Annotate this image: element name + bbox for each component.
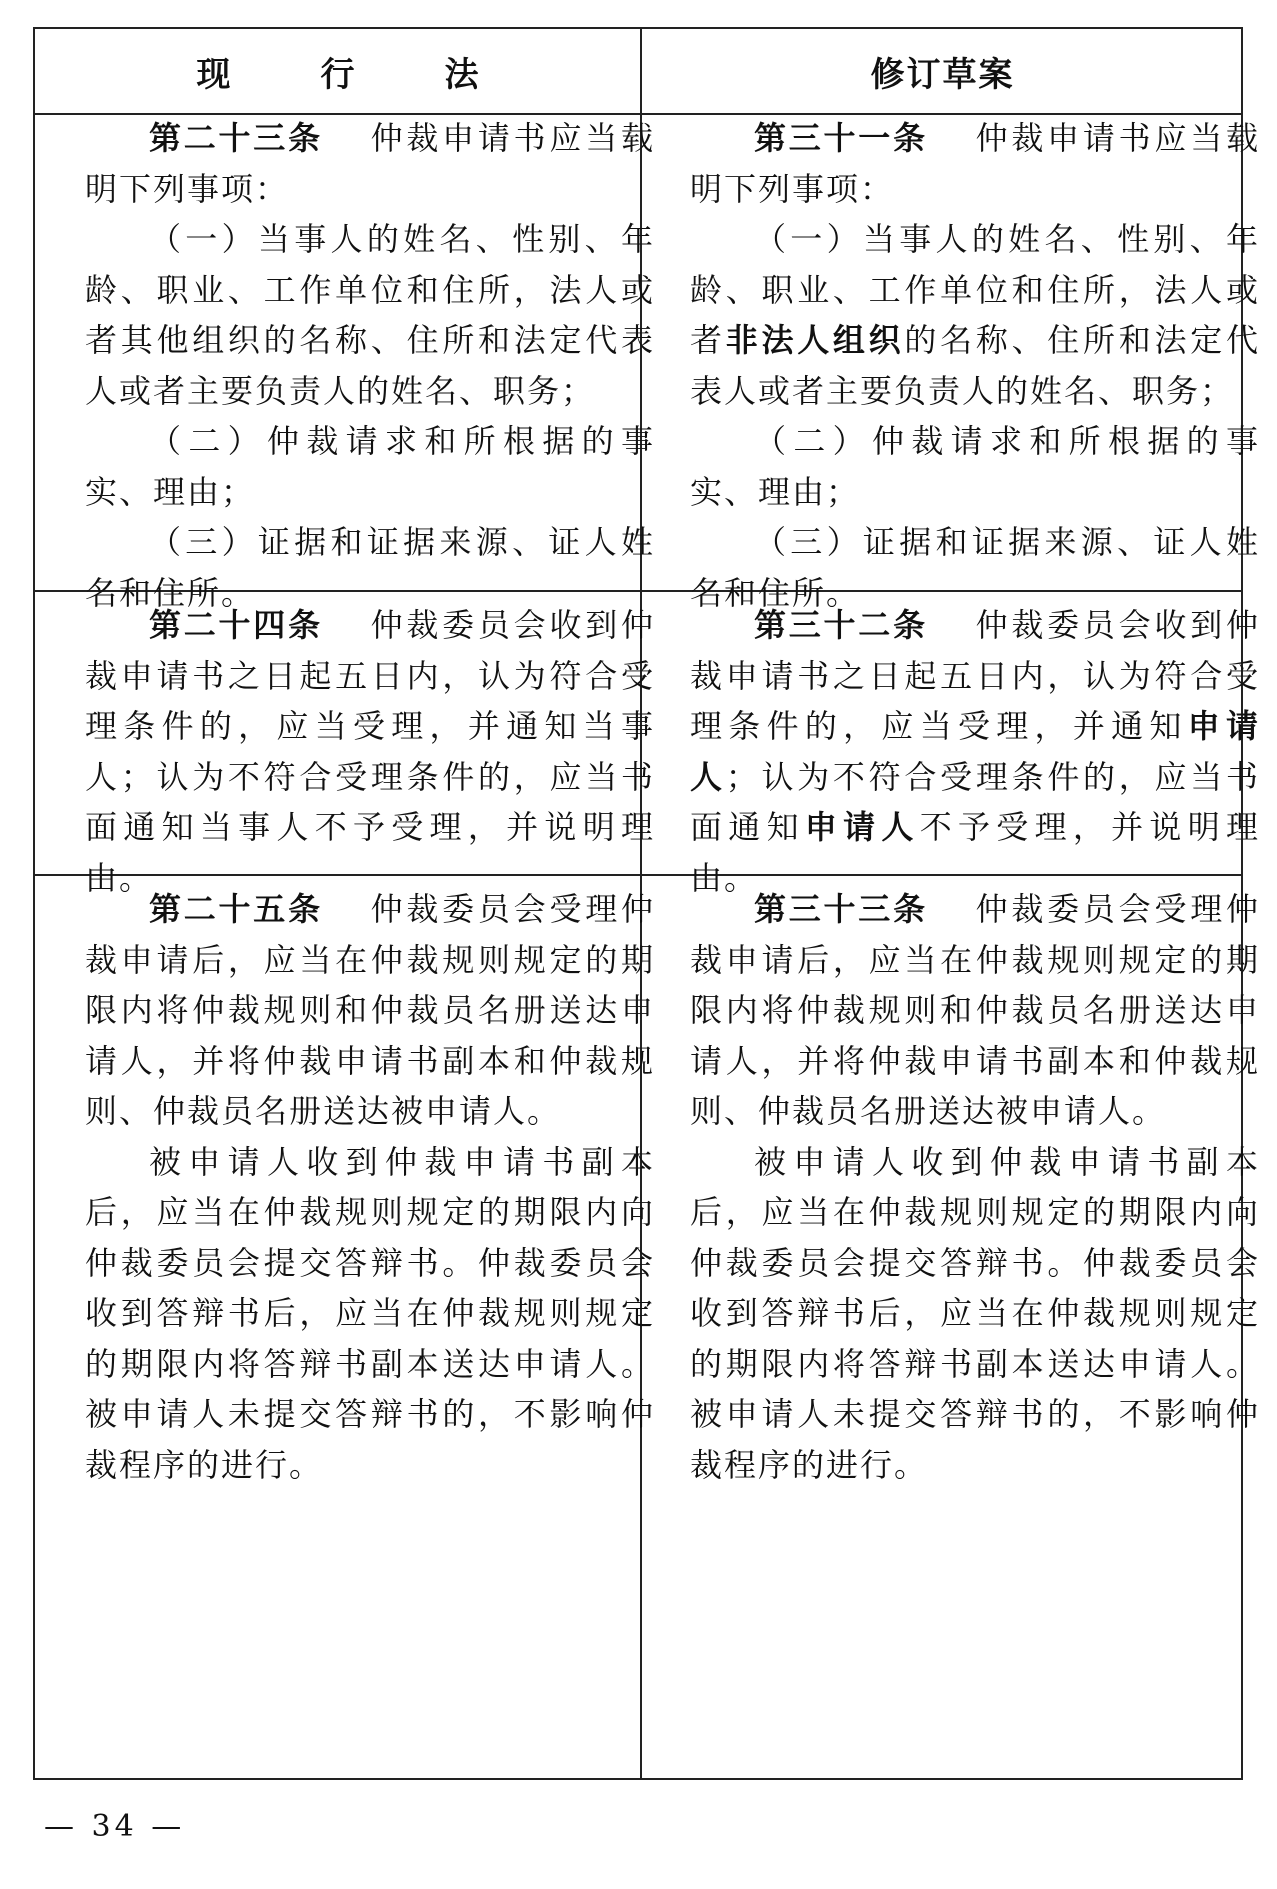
item-3: （三）证据和证据来源、证人姓名和住所。 <box>690 523 1260 612</box>
article-text: 不予受理，并说明理由。 <box>690 808 1260 897</box>
article-text: 仲裁委员会受理仲裁申请后，应当在仲裁规则规定的期限内将仲裁规则和仲裁员名册送达申请人，并将仲裁申请书副本和仲裁规则、仲裁员名册送达被申请人。 <box>85 890 655 1130</box>
article-text: 仲裁委员会收到仲裁申请书之日起五日内，认为符合受理条件的，应当受理，并通知当事人；认为不符合受理条件的，应当书面通知当事人不予受理，并说明理由。 <box>85 606 655 897</box>
article-text: 仲裁申请书应当载明下列事项： <box>690 119 1260 208</box>
amended-text: 申请人 <box>804 808 920 846</box>
article-paragraph <box>690 600 1260 903</box>
header-current-law: 现 行 法 <box>196 54 507 95</box>
row3-left-cell <box>85 884 655 1490</box>
article-paragraph-2: 被申请人收到仲裁申请书副本后，应当在仲裁规则规定的期限内向仲裁委员会提交答辩书。仲裁委员会收到答辩书后，应当在仲裁规则规定的期限内将答辩书副本送达申请人。被申请人未提交答辩书的，不影响仲裁程序的进行。 <box>690 1142 1260 1484</box>
article-title: 第二十四条 <box>149 606 323 644</box>
amended-text: 申请人 <box>690 707 1260 796</box>
header-revised-draft: 修订草案 <box>870 54 1015 95</box>
row1-left-cell <box>85 113 655 618</box>
article-title: 第三十二条 <box>754 606 928 644</box>
row2-left-cell <box>85 600 655 903</box>
row2-right-cell <box>690 600 1260 903</box>
row3-right-cell <box>690 884 1260 1490</box>
item-2: （二）仲裁请求和所根据的事实、理由； <box>85 422 655 511</box>
article-paragraph-2: 被申请人收到仲裁申请书副本后，应当在仲裁规则规定的期限内向仲裁委员会提交答辩书。仲裁委员会收到答辩书后，应当在仲裁规则规定的期限内将答辩书副本送达申请人。被申请人未提交答辩书的，不影响仲裁程序的进行。 <box>85 1142 655 1484</box>
article-title: 第三十三条 <box>754 890 928 928</box>
comparison-table <box>33 27 1260 1780</box>
item-1 <box>690 214 1260 416</box>
page-number: — 34 — <box>44 1809 186 1844</box>
amended-text: 非法人组织 <box>725 321 905 359</box>
row1-right-cell <box>690 113 1260 618</box>
article-title: 第三十一条 <box>754 119 928 157</box>
article-paragraph <box>690 113 1260 214</box>
article-paragraph <box>85 113 655 214</box>
item-2: （二）仲裁请求和所根据的事实、理由； <box>690 422 1260 511</box>
item-text: 的名称、住所和法定代表人或者主要负责人的姓名、职务； <box>690 321 1260 410</box>
article-title: 第二十五条 <box>149 890 323 928</box>
item-1: （一）当事人的姓名、性别、年龄、职业、工作单位和住所，法人或者其他组织的名称、住所和法定代表人或者主要负责人的姓名、职务； <box>85 220 655 410</box>
article-text: 仲裁委员会受理仲裁申请后，应当在仲裁规则规定的期限内将仲裁规则和仲裁员名册送达申请人，并将仲裁申请书副本和仲裁规则、仲裁员名册送达被申请人。 <box>690 890 1260 1130</box>
article-paragraph <box>85 600 655 903</box>
item-text: （一）当事人的姓名、性别、年龄、职业、工作单位和住所，法人或者 <box>690 220 1260 359</box>
article-paragraph <box>690 884 1260 1137</box>
article-text: ；认为不符合受理条件的，应当书面通知 <box>690 757 1260 846</box>
item-3: （三）证据和证据来源、证人姓名和住所。 <box>85 523 655 612</box>
article-text: 仲裁委员会收到仲裁申请书之日起五日内，认为符合受理条件的，应当受理，并通知 <box>690 606 1260 745</box>
article-text: 仲裁申请书应当载明下列事项： <box>85 119 655 208</box>
article-title: 第二十三条 <box>149 119 323 157</box>
article-paragraph <box>85 884 655 1137</box>
